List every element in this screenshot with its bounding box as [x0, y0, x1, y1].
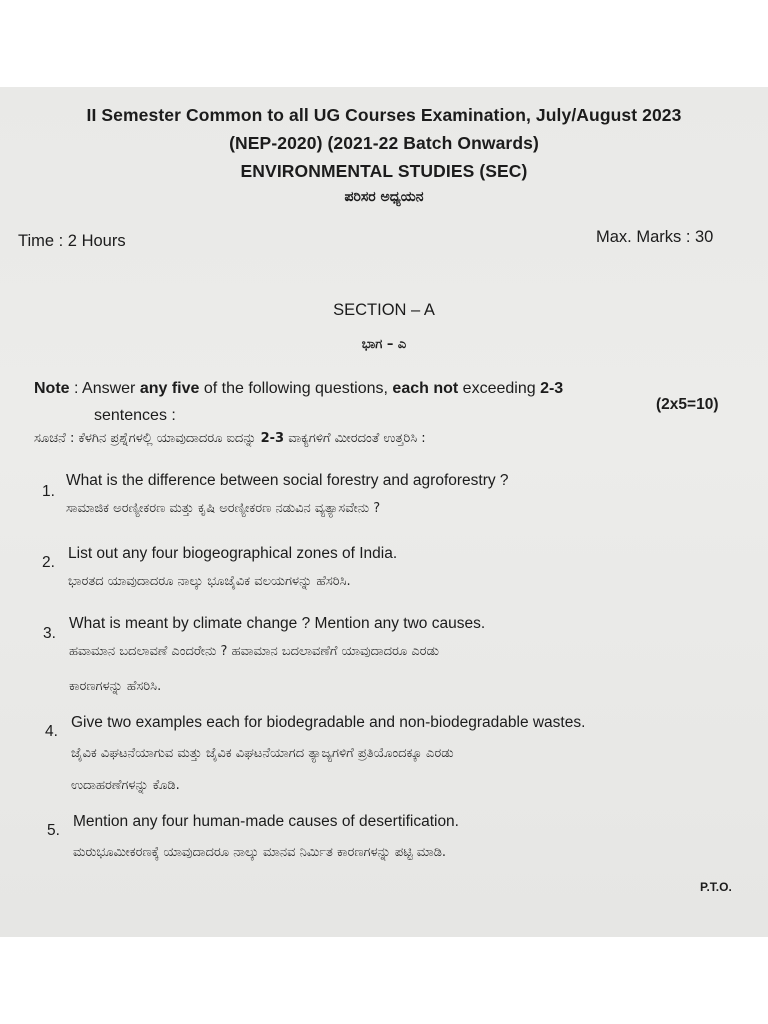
- max-marks: Max. Marks : 30: [596, 228, 714, 246]
- exam-paper: [0, 87, 768, 937]
- question-number: 4.: [45, 723, 58, 740]
- question-text-kannada: ಹವಾಮಾನ ಬದಲಾವಣೆ ಎಂದರೇನು ? ಹವಾಮಾನ ಬದಲಾವಣೆಗೆ ಯಾವುದಾದರೂ ಎರಡು: [69, 644, 439, 659]
- subject-title: ENVIRONMENTAL STUDIES (SEC): [240, 161, 528, 181]
- question-text-kannada: ಮರುಭೂಮೀಕರಣಕ್ಕೆ ಯಾವುದಾದರೂ ನಾಲ್ಕು ಮಾನವ ನಿರ್ಮಿತ ಕಾರಣಗಳನ್ನು ಪಟ್ಟಿ ಮಾಡಿ.: [73, 845, 447, 860]
- question-text-kannada-cont: ಕಾರಣಗಳನ್ನು ಹೆಸರಿಸಿ.: [69, 679, 162, 694]
- exam-duration: Time : 2 Hours: [18, 232, 126, 250]
- exam-scheme: (NEP-2020) (2021-22 Batch Onwards): [229, 133, 539, 153]
- question-text-kannada: ಜೈವಿಕ ವಿಘಟನೆಯಾಗುವ ಮತ್ತು ಜೈವಿಕ ವಿಘಟನೆಯಾಗದ ತ್ಯಾಜ್ಯಗಳಿಗೆ ಪ್ರತಿಯೊಂದಕ್ಕೂ ಎರಡು: [71, 746, 454, 761]
- section-title-kannada: ಭಾಗ – ಎ: [361, 337, 407, 352]
- note-instruction-kannada: ಸೂಚನೆ : ಕೆಳಗಿನ ಪ್ರಶ್ನೆಗಳಲ್ಲಿ ಯಾವುದಾದರೂ ಐದನ್ನು 2-3 ವಾಕ್ಯಗಳಿಗೆ ಮೀರದಂತೆ ಉತ್ತರಿಸಿ :: [34, 431, 426, 446]
- question-text-kannada: ಭಾರತದ ಯಾವುದಾದರೂ ನಾಲ್ಕು ಭೂಜೈವಿಕ ವಲಯಗಳನ್ನು ಹೆಸರಿಸಿ.: [68, 574, 351, 589]
- question-number: 1.: [42, 483, 55, 500]
- section-title: SECTION – A: [333, 301, 435, 319]
- note-instruction: Note : Answer any five of the following questions, each not exceeding 2-3: [34, 380, 564, 397]
- subject-title-kannada: ಪರಿಸರ ಅಧ್ಯಯನ: [344, 189, 424, 205]
- question-text: Mention any four human-made causes of desertification.: [73, 813, 459, 830]
- note-label: Note: [34, 380, 70, 397]
- exam-title: II Semester Common to all UG Courses Examination, July/August 2023: [86, 105, 682, 125]
- question-number: 3.: [43, 625, 56, 642]
- question-text: What is the difference between social forestry and agroforestry ?: [66, 472, 509, 489]
- section-marks: (2x5=10): [656, 396, 719, 413]
- page-turn-over: P.T.O.: [700, 880, 732, 894]
- question-text-kannada: ಸಾಮಾಜಿಕ ಅರಣ್ಯೀಕರಣ ಮತ್ತು ಕೃಷಿ ಅರಣ್ಯೀಕರಣ ನಡುವಿನ ವ್ಯತ್ಯಾಸವೇನು ?: [66, 501, 381, 516]
- question-text: Give two examples each for biodegradable and non-biodegradable wastes.: [71, 714, 586, 731]
- question-number: 2.: [42, 554, 55, 571]
- question-number: 5.: [47, 822, 60, 839]
- question-text-kannada-cont: ಉದಾಹರಣೆಗಳನ್ನು ಕೊಡಿ.: [71, 778, 180, 793]
- note-instruction-cont: sentences :: [94, 407, 176, 424]
- question-text: List out any four biogeographical zones of India.: [68, 545, 398, 562]
- question-text: What is meant by climate change ? Mention any two causes.: [69, 615, 486, 632]
